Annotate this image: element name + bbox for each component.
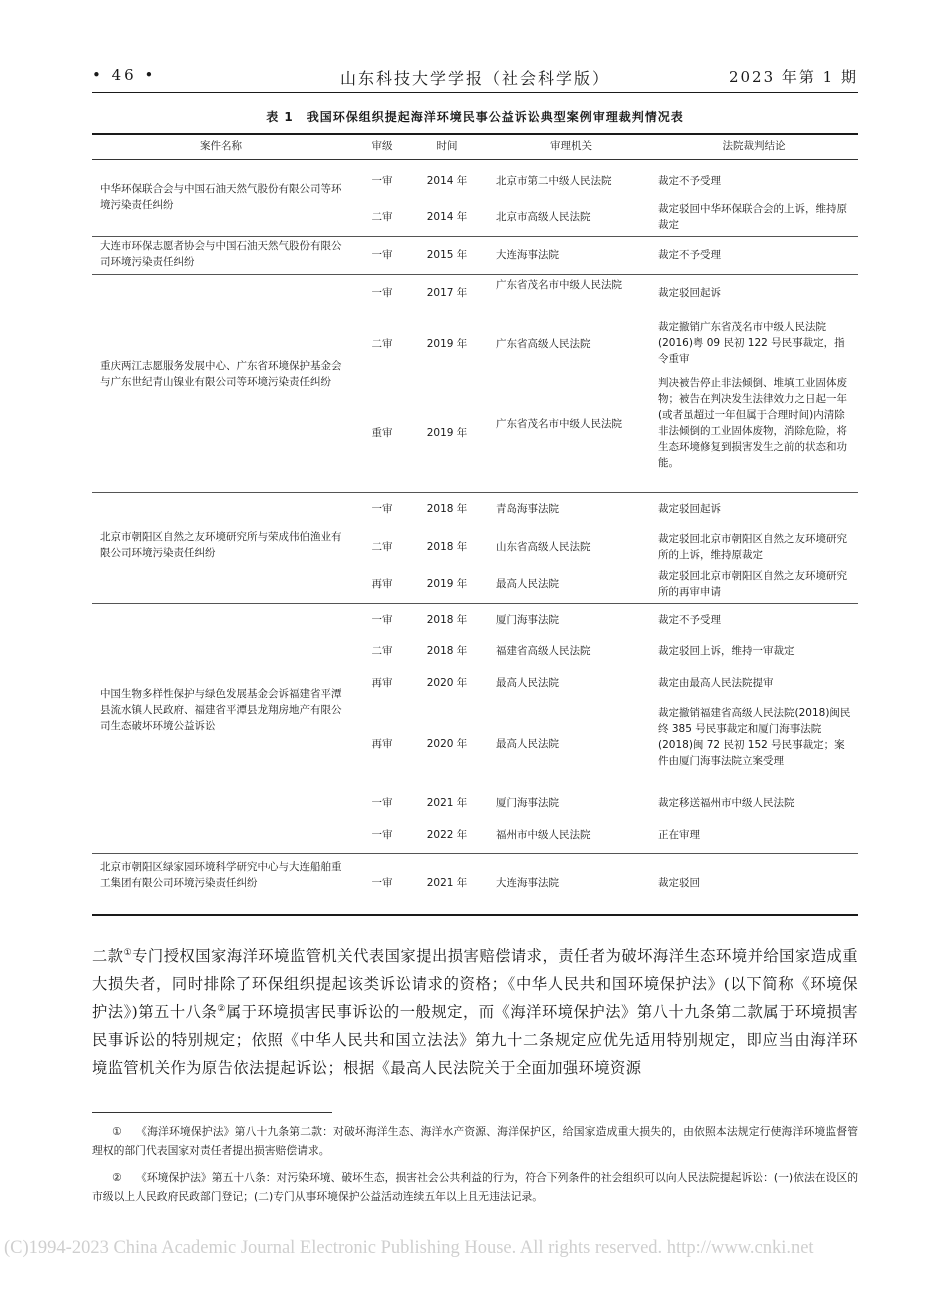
cell-verdict: 裁定由最高人民法院提审 [658, 677, 774, 689]
cell-verdict: 裁定不予受理 [658, 175, 721, 187]
col-header-court: 审理机关 [550, 140, 592, 152]
cell-court: 最高人民法院 [496, 677, 559, 689]
header-rule [92, 92, 858, 93]
footnote-mark: ② [112, 1171, 122, 1184]
cell-verdict: 裁定移送福州市中级人民法院 [658, 797, 795, 809]
cell-level: 再审 [371, 677, 393, 689]
cell-time: 2014 年 [426, 175, 468, 187]
copyright-watermark: (C)1994-2023 China Academic Journal Electronic Publishing House. All rights reserved. http://www.cnki.net [4, 1238, 814, 1258]
case-name: 北京市朝阳区自然之友环境研究所与荣成伟伯渔业有限公司环境污染责任纠纷 [100, 531, 342, 559]
cell-verdict: 裁定撤销广东省茂名市中级人民法院(2016)粤 09 民初 122 号民事裁定，指令重审 [658, 321, 845, 365]
footnote [92, 1122, 858, 1160]
body-paragraph [92, 942, 858, 1082]
cell-time: 2022 年 [426, 829, 468, 841]
footnote-text: 《环境保护法》第五十八条：对污染环境、破坏生态，损害社会公共利益的行为，符合下列条件的社会组织可以向人民法院提起诉讼：(一)依法在设区的市级以上人民政府民政部门登记；(二)专门从事环境保护公益活动连续五年以上且无违法记录。 [92, 1171, 858, 1203]
cell-level: 二审 [371, 211, 393, 223]
cell-level: 一审 [371, 503, 393, 515]
group-rule [92, 274, 858, 275]
journal-title: 山东科技大学学报（社会科学版） [339, 69, 610, 88]
cell-level: 一审 [371, 175, 393, 187]
cell-verdict: 裁定驳回北京市朝阳区自然之友环境研究所的上诉，维持原裁定 [658, 533, 847, 561]
cell-time: 2020 年 [426, 738, 468, 750]
cell-level: 一审 [371, 287, 393, 299]
cell-verdict: 判决被告停止非法倾倒、堆填工业固体废物；被告在判决发生法律效力之日起一年(或者虽超过一年但属于合理时间)内清除非法倾倒的工业固体废物，消除危险，将生态环境修复到损害发生之前的状态和功能。 [658, 377, 847, 469]
cell-level: 二审 [371, 338, 393, 350]
cell-court: 北京市高级人民法院 [496, 211, 591, 223]
cell-verdict: 裁定驳回中华环保联合会的上诉，维持原裁定 [658, 203, 847, 231]
cell-level: 再审 [371, 578, 393, 590]
group-rule [92, 853, 858, 854]
cell-level: 重审 [371, 427, 393, 439]
cell-court: 广东省茂名市中级人民法院 [496, 418, 622, 430]
footnote-ref-1[interactable]: ① [123, 947, 133, 958]
cell-time: 2018 年 [426, 614, 468, 626]
table-caption: 表 1 我国环保组织提起海洋环境民事公益诉讼典型案例审理裁判情况表 [266, 110, 684, 124]
cell-verdict: 裁定驳回 [658, 877, 700, 889]
cell-time: 2019 年 [426, 578, 468, 590]
cell-court: 最高人民法院 [496, 578, 559, 590]
case-table [92, 133, 858, 916]
table-bottom-rule [92, 914, 858, 916]
col-header-verdict: 法院裁判结论 [722, 140, 786, 152]
cell-time: 2019 年 [426, 427, 468, 439]
running-header [92, 66, 858, 90]
cell-time: 2018 年 [426, 645, 468, 657]
group-rule [92, 492, 858, 493]
cell-time: 2021 年 [426, 797, 468, 809]
col-header-case: 案件名称 [200, 140, 242, 152]
cell-court: 最高人民法院 [496, 738, 559, 750]
cell-court: 广东省高级人民法院 [496, 338, 591, 350]
cell-court: 青岛海事法院 [496, 503, 559, 515]
group-rule [92, 603, 858, 604]
col-header-time: 时间 [436, 140, 458, 152]
body-text-1: 专门授权国家海洋环境监管机关代表国家提出损害赔偿请求，责任者为破坏海洋生态环境并给国家造成重大损失者，同时排除了环保组织提起该类诉讼请求的资格；《中华人民共和国环境保护法》(以下简称《环境保护法》)第五十八条 [92, 947, 859, 1021]
cell-court: 福州市中级人民法院 [496, 829, 591, 841]
cell-court: 厦门海事法院 [496, 614, 559, 626]
cell-time: 2014 年 [426, 211, 468, 223]
cell-level: 一审 [371, 249, 393, 261]
cell-court: 大连海事法院 [496, 249, 559, 261]
cell-level: 二审 [371, 541, 393, 553]
footnote-mark: ① [112, 1125, 122, 1138]
cell-time: 2018 年 [426, 541, 468, 553]
footnote-ref-2[interactable]: ② [217, 1003, 226, 1014]
footnote [92, 1168, 858, 1206]
cell-time: 2015 年 [426, 249, 468, 261]
case-name: 中华环保联合会与中国石油天然气股份有限公司等环境污染责任纠纷 [100, 183, 342, 211]
cell-verdict: 裁定不予受理 [658, 249, 721, 261]
cell-time: 2020 年 [426, 677, 468, 689]
issue-label: 2023 年第 1 期 [728, 68, 858, 86]
cell-time: 2021 年 [426, 877, 468, 889]
cell-court: 北京市第二中级人民法院 [496, 175, 612, 187]
cell-verdict: 裁定驳回上诉，维持一审裁定 [658, 645, 795, 657]
cell-court: 大连海事法院 [496, 877, 559, 889]
case-name: 中国生物多样性保护与绿色发展基金会诉福建省平潭县流水镇人民政府、福建省平潭县龙翔房地产有限公司生态破坏环境公益诉讼 [100, 688, 342, 732]
cell-level: 一审 [371, 877, 393, 889]
cell-time: 2019 年 [426, 338, 468, 350]
col-header-level: 审级 [371, 140, 393, 152]
footnote-text: 《海洋环境保护法》第八十九条第二款：对破坏海洋生态、海洋水产资源、海洋保护区，给国家造成重大损失的，由依照本法规定行使海洋环境监督管理权的部门代表国家对责任者提出损害赔偿请求。 [92, 1125, 858, 1157]
cell-verdict: 裁定撤销福建省高级人民法院(2018)闽民终 385 号民事裁定和厦门海事法院(2018)闽 72 民初 152 号民事裁定；案件由厦门海事法院立案受理 [658, 707, 851, 767]
case-name: 大连市环保志愿者协会与中国石油天然气股份有限公司环境污染责任纠纷 [100, 240, 342, 268]
cell-court: 广东省茂名市中级人民法院 [496, 279, 622, 291]
group-rule [92, 236, 858, 237]
cell-level: 一审 [371, 829, 393, 841]
table-header-rule [92, 159, 858, 160]
cell-level: 一审 [371, 614, 393, 626]
cell-level: 一审 [371, 797, 393, 809]
cell-level: 二审 [371, 645, 393, 657]
table-top-rule [92, 133, 858, 135]
cell-verdict: 裁定驳回起诉 [658, 287, 721, 299]
cell-time: 2017 年 [426, 287, 468, 299]
cell-verdict: 裁定驳回起诉 [658, 503, 721, 515]
cell-court: 厦门海事法院 [496, 797, 559, 809]
cell-verdict: 正在审理 [658, 829, 700, 841]
case-name: 重庆两江志愿服务发展中心、广东省环境保护基金会与广东世纪青山镍业有限公司等环境污染责任纠纷 [100, 360, 342, 388]
cell-court: 福建省高级人民法院 [496, 645, 591, 657]
cell-court: 山东省高级人民法院 [496, 541, 591, 553]
cell-verdict: 裁定不予受理 [658, 614, 721, 626]
cell-time: 2018 年 [426, 503, 468, 515]
case-name: 北京市朝阳区绿家园环境科学研究中心与大连船舶重工集团有限公司环境污染责任纠纷 [100, 861, 342, 889]
cell-verdict: 裁定驳回北京市朝阳区自然之友环境研究所的再审申请 [658, 570, 847, 598]
footnote-rule [92, 1112, 332, 1113]
body-text-2: 属于环境损害民事诉讼的一般规定，而《海洋环境保护法》第八十九条第二款属于环境损害民事诉讼的特别规定；依照《中华人民共和国立法法》第九十二条规定应优先适用特别规定，即应当由海洋环境监管机关作为原告依法提起诉讼；根据《最高人民法院关于全面加强环境资源 [92, 1003, 858, 1077]
page-number: • 46 • [92, 66, 157, 84]
body-lead: 二款 [92, 947, 124, 965]
footnotes [92, 1122, 858, 1214]
cell-level: 再审 [371, 738, 393, 750]
